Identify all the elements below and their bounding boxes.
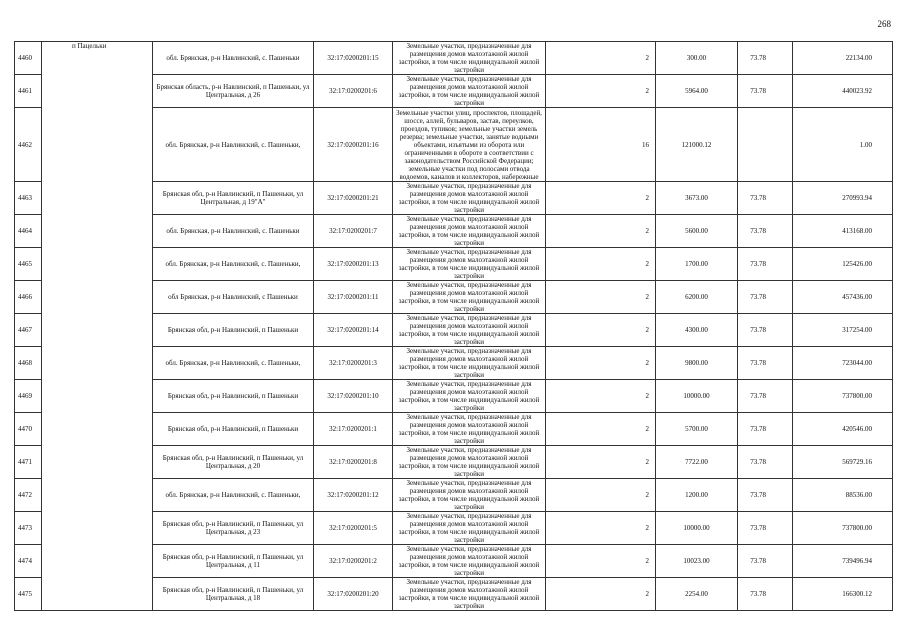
land-use-cell: Земельные участки, предназначенные для размещения домов малоэтажной жилой застройки, в том числе индивидуальной жилой застройки xyxy=(393,479,546,512)
cadastral-value-cell: 739496.94 xyxy=(793,545,893,578)
cadastral-value-cell: 737800.00 xyxy=(793,380,893,413)
land-use-cell: Земельные участки, предназначенные для размещения домов малоэтажной жилой застройки, в том числе индивидуальной жилой застройки xyxy=(393,215,546,248)
rate-cell: 73.78 xyxy=(738,479,793,512)
land-use-cell: Земельные участки, предназначенные для размещения домов малоэтажной жилой застройки, в том числе индивидуальной жилой застройки xyxy=(393,314,546,347)
use-code-cell: 2 xyxy=(546,42,656,75)
row-number: 4469 xyxy=(15,380,42,413)
row-number: 4466 xyxy=(15,281,42,314)
row-number: 4464 xyxy=(15,215,42,248)
address-cell: Брянская обл, р-н Навлинский, п Пашеньки, ул Центральная, д 18 xyxy=(153,578,314,611)
use-code-cell: 2 xyxy=(546,248,656,281)
use-code-cell: 2 xyxy=(546,347,656,380)
use-code-cell: 2 xyxy=(546,182,656,215)
use-code-cell: 2 xyxy=(546,75,656,108)
address-cell: Брянская обл, р-н Навлинский, п Пашеньки, ул Центральная, д 19"А" xyxy=(153,182,314,215)
cadastral-number-cell: 32:17:0200201:21 xyxy=(314,182,393,215)
cadastral-value-cell: 166300.12 xyxy=(793,578,893,611)
use-code-cell: 2 xyxy=(546,479,656,512)
row-number: 4475 xyxy=(15,578,42,611)
cadastral-number-cell: 32:17:0200201:5 xyxy=(314,512,393,545)
cadastral-value-cell: 737800.00 xyxy=(793,512,893,545)
row-number: 4470 xyxy=(15,413,42,446)
cadastral-number-cell: 32:17:0200201:13 xyxy=(314,248,393,281)
row-number: 4474 xyxy=(15,545,42,578)
use-code-cell: 2 xyxy=(546,314,656,347)
land-use-cell: Земельные участки, предназначенные для размещения домов малоэтажной жилой застройки, в том числе индивидуальной жилой застройки xyxy=(393,281,546,314)
area-cell: 9800.00 xyxy=(656,347,738,380)
address-cell: обл. Брянская, р-н Навлинский, с. Пашеньки xyxy=(153,215,314,248)
area-cell: 5700.00 xyxy=(656,413,738,446)
row-number: 4461 xyxy=(15,75,42,108)
land-use-cell: Земельные участки, предназначенные для размещения домов малоэтажной жилой застройки, в том числе индивидуальной жилой застройки xyxy=(393,512,546,545)
row-number: 4467 xyxy=(15,314,42,347)
table-row xyxy=(15,42,893,75)
cadastral-value-cell: 88536.00 xyxy=(793,479,893,512)
area-cell: 3673.00 xyxy=(656,182,738,215)
use-code-cell: 2 xyxy=(546,545,656,578)
area-cell: 6200.00 xyxy=(656,281,738,314)
area-cell: 4300.00 xyxy=(656,314,738,347)
cadastral-number-cell: 32:17:0200201:15 xyxy=(314,42,393,75)
area-cell: 1200.00 xyxy=(656,479,738,512)
cadastral-number-cell: 32:17:0200201:6 xyxy=(314,75,393,108)
cadastral-number-cell: 32:17:0200201:10 xyxy=(314,380,393,413)
row-number: 4473 xyxy=(15,512,42,545)
rate-cell: 73.78 xyxy=(738,215,793,248)
rate-cell: 73.78 xyxy=(738,314,793,347)
area-cell: 1700.00 xyxy=(656,248,738,281)
rate-cell: 73.78 xyxy=(738,578,793,611)
address-cell: Брянская обл, р-н Навлинский, п Пашеньки, ул Центральная, д 20 xyxy=(153,446,314,479)
rate-cell: 73.78 xyxy=(738,248,793,281)
use-code-cell: 2 xyxy=(546,281,656,314)
rate-cell xyxy=(738,108,793,182)
use-code-cell: 2 xyxy=(546,413,656,446)
cadastral-number-cell: 32:17:0200201:11 xyxy=(314,281,393,314)
use-code-cell: 16 xyxy=(546,108,656,182)
cadastral-number-cell: 32:17:0200201:20 xyxy=(314,578,393,611)
settlement-group-cell: п Пацельки xyxy=(42,42,153,611)
land-use-cell: Земельные участки, предназначенные для размещения домов малоэтажной жилой застройки, в том числе индивидуальной жилой застройки xyxy=(393,75,546,108)
land-use-cell: Земельные участки, предназначенные для размещения домов малоэтажной жилой застройки, в том числе индивидуальной жилой застройки xyxy=(393,578,546,611)
cadastral-number-cell: 32:17:0200201:14 xyxy=(314,314,393,347)
area-cell: 121000.12 xyxy=(656,108,738,182)
rate-cell: 73.78 xyxy=(738,42,793,75)
address-cell: обл. Брянская, р-н Навлинский, с. Пашеньки, xyxy=(153,347,314,380)
rate-cell: 73.78 xyxy=(738,446,793,479)
cadastral-number-cell: 32:17:0200201:2 xyxy=(314,545,393,578)
rate-cell: 73.78 xyxy=(738,182,793,215)
area-cell: 10000.00 xyxy=(656,512,738,545)
land-use-cell: Земельные участки, предназначенные для размещения домов малоэтажной жилой застройки, в том числе индивидуальной жилой застройки xyxy=(393,42,546,75)
cadastral-value-cell: 317254.00 xyxy=(793,314,893,347)
address-cell: Брянская обл, р-н Навлинский, п Пашеньки xyxy=(153,314,314,347)
rate-cell: 73.78 xyxy=(738,347,793,380)
use-code-cell: 2 xyxy=(546,512,656,545)
cadastral-number-cell: 32:17:0200201:16 xyxy=(314,108,393,182)
address-cell: обл. Брянская, р-н Навлинский, с. Пашеньки, xyxy=(153,108,314,182)
land-use-cell: Земельные участки, предназначенные для размещения домов малоэтажной жилой застройки, в том числе индивидуальной жилой застройки xyxy=(393,380,546,413)
area-cell: 300.00 xyxy=(656,42,738,75)
address-cell: обл. Брянская, р-н Навлинский, с. Пашеньки, xyxy=(153,479,314,512)
row-number: 4465 xyxy=(15,248,42,281)
use-code-cell: 2 xyxy=(546,578,656,611)
cadastral-number-cell: 32:17:0200201:7 xyxy=(314,215,393,248)
address-cell: обл. Брянская, р-н Навлинский, с. Пашеньки xyxy=(153,42,314,75)
cadastral-number-cell: 32:17:0200201:8 xyxy=(314,446,393,479)
address-cell: обл. Брянская, р-н Навлинский, с. Пашеньки, xyxy=(153,248,314,281)
cadastral-value-cell: 420546.00 xyxy=(793,413,893,446)
row-number: 4471 xyxy=(15,446,42,479)
area-cell: 10023.00 xyxy=(656,545,738,578)
cadastral-value-cell: 457436.00 xyxy=(793,281,893,314)
cadastral-value-cell: 270993.94 xyxy=(793,182,893,215)
cadastral-number-cell: 32:17:0200201:12 xyxy=(314,479,393,512)
row-number: 4463 xyxy=(15,182,42,215)
table-body xyxy=(15,42,893,611)
cadastral-value-cell: 440023.92 xyxy=(793,75,893,108)
use-code-cell: 2 xyxy=(546,215,656,248)
land-use-cell: Земельные участки, предназначенные для размещения домов малоэтажной жилой застройки, в том числе индивидуальной жилой застройки xyxy=(393,347,546,380)
cadastral-number-cell: 32:17:0200201:1 xyxy=(314,413,393,446)
row-number: 4468 xyxy=(15,347,42,380)
cadastral-value-cell: 125426.00 xyxy=(793,248,893,281)
address-cell: Брянская обл, р-н Навлинский, п Пашеньки, ул Центральная, д 11 xyxy=(153,545,314,578)
cadastral-value-cell: 1.00 xyxy=(793,108,893,182)
area-cell: 5600.00 xyxy=(656,215,738,248)
page-number: 268 xyxy=(877,19,891,29)
use-code-cell: 2 xyxy=(546,446,656,479)
rate-cell: 73.78 xyxy=(738,281,793,314)
row-number: 4462 xyxy=(15,108,42,182)
row-number: 4460 xyxy=(15,42,42,75)
cadastral-value-cell: 413168.00 xyxy=(793,215,893,248)
use-code-cell: 2 xyxy=(546,380,656,413)
address-cell: обл Брянская, р-н Навлинский, с Пашеньки xyxy=(153,281,314,314)
cadastral-value-cell: 569729.16 xyxy=(793,446,893,479)
land-plots-table xyxy=(14,41,893,611)
area-cell: 2254.00 xyxy=(656,578,738,611)
address-cell: Брянская обл, р-н Навлинский, п Пашеньки xyxy=(153,413,314,446)
land-use-cell: Земельные участки улиц, проспектов, площадей, шоссе, аллей, бульваров, застав, переулков, проездов, тупиков; земельные участки земель резерва; земельные участки, занятые водными объектами, изъятыми из оборота или ограниченными в обороте в соответствии с законодательством Российской Федерации; земельные участки под полосами отвода водоемов, каналов и коллекторов, набережные xyxy=(393,108,546,182)
rate-cell: 73.78 xyxy=(738,380,793,413)
rate-cell: 73.78 xyxy=(738,545,793,578)
area-cell: 10000.00 xyxy=(656,380,738,413)
address-cell: Брянская обл, р-н Навлинский, п Пашеньки, ул Центральная, д 23 xyxy=(153,512,314,545)
rate-cell: 73.78 xyxy=(738,75,793,108)
cadastral-value-cell: 723044.00 xyxy=(793,347,893,380)
area-cell: 7722.00 xyxy=(656,446,738,479)
cadastral-number-cell: 32:17:0200201:3 xyxy=(314,347,393,380)
address-cell: Брянская область, р-н Навлинский, п Пашеньки, ул Центральная, д 26 xyxy=(153,75,314,108)
area-cell: 5964.00 xyxy=(656,75,738,108)
land-use-cell: Земельные участки, предназначенные для размещения домов малоэтажной жилой застройки, в том числе индивидуальной жилой застройки xyxy=(393,413,546,446)
address-cell: Брянская обл, р-н Навлинский, п Пашеньки xyxy=(153,380,314,413)
rate-cell: 73.78 xyxy=(738,413,793,446)
land-use-cell: Земельные участки, предназначенные для размещения домов малоэтажной жилой застройки, в том числе индивидуальной жилой застройки xyxy=(393,182,546,215)
land-use-cell: Земельные участки, предназначенные для размещения домов малоэтажной жилой застройки, в том числе индивидуальной жилой застройки xyxy=(393,248,546,281)
land-use-cell: Земельные участки, предназначенные для размещения домов малоэтажной жилой застройки, в том числе индивидуальной жилой застройки xyxy=(393,446,546,479)
cadastral-value-cell: 22134.00 xyxy=(793,42,893,75)
land-use-cell: Земельные участки, предназначенные для размещения домов малоэтажной жилой застройки, в том числе индивидуальной жилой застройки xyxy=(393,545,546,578)
row-number: 4472 xyxy=(15,479,42,512)
rate-cell: 73.78 xyxy=(738,512,793,545)
